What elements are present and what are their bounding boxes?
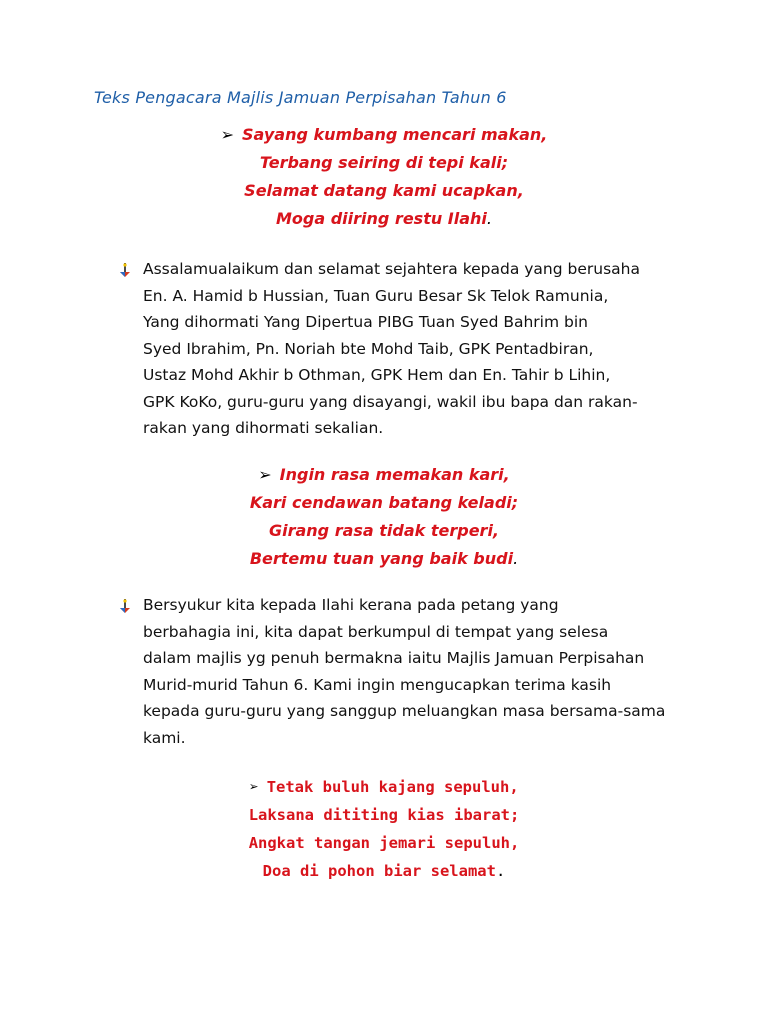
paragraph-line: Murid-murid Tahun 6. Kami ingin mengucapkan terima kasih bbox=[143, 675, 612, 694]
pantun-line: Moga diiring restu Ilahi. bbox=[275, 209, 493, 228]
arrow-bullet-icon: ➢ bbox=[220, 125, 235, 144]
pantun-line: ➢ Sayang kumbang mencari makan, bbox=[0, 121, 768, 149]
pantun-line: Doa di pohon biar selamat. bbox=[262, 862, 506, 880]
document-title: Teks Pengacara Majlis Jamuan Perpisahan Tahun 6 bbox=[94, 88, 507, 107]
paragraph-gratitude bbox=[143, 592, 703, 751]
arrow-bullet-icon: ➢ bbox=[249, 778, 259, 796]
pantun-1 bbox=[0, 121, 768, 233]
bullet-pin-icon bbox=[118, 599, 132, 613]
pantun-line: Girang rasa tidak terperi, bbox=[268, 521, 500, 540]
paragraph-line: Yang dihormati Yang Dipertua PIBG Tuan Syed Bahrim bin bbox=[143, 313, 588, 331]
pantun-2 bbox=[0, 461, 768, 573]
paragraph-line: En. A. Hamid b Hussian, Tuan Guru Besar Sk Telok Ramunia, bbox=[143, 286, 609, 305]
pantun-line: Bertemu tuan yang baik budi. bbox=[249, 549, 519, 568]
paragraph-greeting bbox=[143, 256, 703, 442]
pantun-3 bbox=[0, 773, 768, 885]
paragraph-line: dalam majlis yg penuh bermakna iaitu Majlis Jamuan Perpisahan bbox=[143, 649, 645, 667]
arrow-bullet-icon: ➢ bbox=[258, 465, 272, 484]
pantun-line: Selamat datang kami ucapkan, bbox=[244, 181, 524, 200]
paragraph-line: GPK KoKo, guru-guru yang disayangi, wakil ibu bapa dan rakan- bbox=[143, 392, 638, 411]
paragraph-line: Assalamualaikum dan selamat sejahtera kepada yang berusaha bbox=[143, 260, 640, 278]
paragraph-line: kami. bbox=[143, 728, 186, 747]
paragraph-line: kepada guru-guru yang sanggup meluangkan masa bersama-sama bbox=[143, 702, 666, 720]
paragraph-line: Bersyukur kita kepada Ilahi kerana pada petang yang bbox=[143, 596, 559, 614]
pantun-line: ➢ Ingin rasa memakan kari, bbox=[0, 461, 768, 489]
bullet-pin-icon bbox=[118, 263, 132, 277]
paragraph-line: berbahagia ini, kita dapat berkumpul di tempat yang selesa bbox=[143, 622, 609, 641]
pantun-line: Laksana dititing kias ibarat; bbox=[248, 806, 520, 824]
paragraph-line: rakan yang dihormati sekalian. bbox=[143, 419, 384, 437]
pantun-line: Kari cendawan batang keladi; bbox=[249, 493, 519, 512]
paragraph-line: Ustaz Mohd Akhir b Othman, GPK Hem dan En. Tahir b Lihin, bbox=[143, 366, 611, 384]
pantun-line: Angkat tangan jemari sepuluh, bbox=[248, 834, 520, 852]
pantun-line: ➢ Tetak buluh kajang sepuluh, bbox=[0, 773, 768, 801]
paragraph-line: Syed Ibrahim, Pn. Noriah bte Mohd Taib, GPK Pentadbiran, bbox=[143, 339, 594, 358]
pantun-line: Terbang seiring di tepi kali; bbox=[259, 153, 509, 172]
